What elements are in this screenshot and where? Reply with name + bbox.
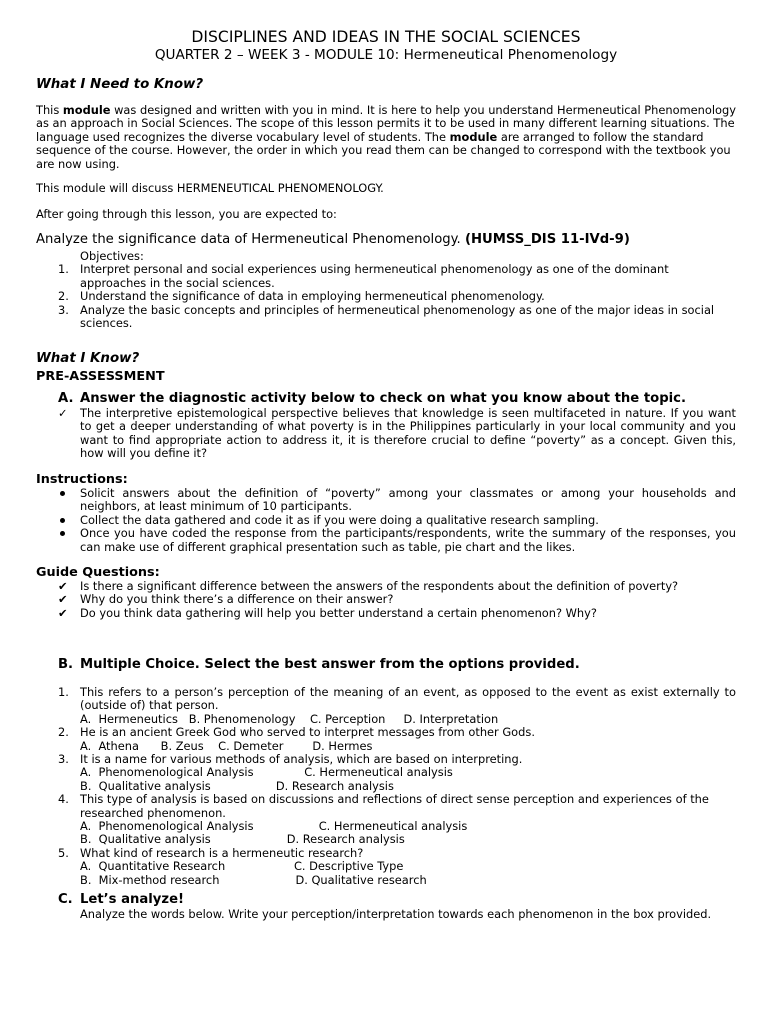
intro-module-bold-1: module (62, 103, 111, 117)
section-b-title: B. Multiple Choice. Select the best answer from the options provided. (58, 657, 580, 672)
question-item: 1. This refers to a person’s perception of the meaning of an event, as opposed to the event as exist externally to (outside of) that person. (58, 685, 736, 713)
question-options: A. Athena B. Zeus C. Demeter D. Hermes (80, 738, 373, 753)
section-a-list (36, 407, 736, 461)
list-item: ✔ Why do you think there’s a difference on their answer? (58, 592, 394, 607)
objective-item: 2. Understand the significance of data in employing hermeneutical phenomenology. (58, 289, 545, 304)
list-item: ✓ The interpretive epistemological perspective believes that knowledge is seen multifaceted in nature. If you want to get a deeper understanding of what poverty is in the Philippines particularly in your local community and you want to find appropriate action to address it, it is therefore crucial to define “poverty” as a concept. Given this, how will you define it? (58, 406, 736, 461)
intro-paragraph (36, 104, 736, 171)
discuss-paragraph: This module will discuss HERMENEUTICAL PHENOMENOLOGY. (36, 181, 384, 195)
objective-item: 1. Interpret personal and social experiences using hermeneutical phenomenology as one of the dominant approaches in the social sciences. (58, 262, 669, 290)
question-item: 5. What kind of research is a hermeneutic research? (58, 845, 364, 860)
instructions-heading: Instructions: (36, 472, 128, 487)
objectives-label: Objectives: (80, 249, 144, 263)
document-subtitle: QUARTER 2 – WEEK 3 - MODULE 10: Hermeneutical Phenomenology (154, 47, 618, 63)
intro-text-2: was designed and written with you in mind. It is here to help you understand Hermeneutical Phenomenology as an approach in Social Sciences. The scope of this lesson permits it to be used in many different learning situations. The language used recognizes the diverse vocabulary level of students. The (36, 103, 736, 144)
question-options: B. Qualitative analysis D. Research analysis (80, 778, 394, 793)
need-to-know-section (36, 77, 736, 93)
bullet-icon (60, 518, 65, 523)
question-options: A. Phenomenological Analysis C. Hermeneutical analysis (80, 765, 453, 780)
list-item: ✔ Is there a significant difference between the answers of the respondents about the definition of poverty? (58, 579, 679, 593)
guide-questions-heading: Guide Questions: (36, 565, 160, 580)
question-options: A. Phenomenological Analysis C. Hermeneutical analysis (80, 819, 468, 834)
bullet-icon (60, 491, 65, 496)
checkmark-icon: ✔ (58, 592, 68, 607)
question-options: B. Qualitative analysis D. Research analysis (80, 832, 405, 847)
bullet-icon (60, 531, 65, 536)
pre-assessment-heading: PRE-ASSESSMENT (36, 369, 165, 384)
instructions-list (36, 487, 736, 554)
objectives-list (36, 263, 736, 330)
checkmark-icon: ✓ (58, 406, 68, 420)
competency-code: (HUMSS_DIS 11-IVd-9) (464, 232, 630, 247)
intro-module-bold-2: module (449, 129, 498, 144)
section-a-title: A. Answer the diagnostic activity below to check on what you know about the topic. (58, 391, 686, 406)
need-to-know-heading: What I Need to Know? (36, 77, 204, 92)
intro-text-1: This (36, 103, 63, 117)
list-item: Collect the data gathered and code it as if you were doing a qualitative research sampling. (36, 514, 736, 527)
multiple-choice-questions (36, 686, 736, 887)
section-c-text: Analyze the words below. Write your perception/interpretation towards each phenomenon in the box provided. (80, 907, 712, 921)
what-i-know-heading: What I Know? (36, 351, 140, 366)
list-item: ✔ Do you think data gathering will help you better understand a certain phenomenon? Why? (58, 605, 597, 620)
objective-item: 3. Analyze the basic concepts and principles of hermeneutical phenomenology as one of the major ideas in social sciences. (58, 302, 715, 331)
question-options: B. Mix-method research D. Qualitative research (80, 872, 427, 887)
intro-text-3: are arranged to follow the standard sequence of the course. However, the order in which you read them can be changed to correspond with the textbook you are now using. (36, 129, 731, 171)
list-item: Solicit answers about the definition of “poverty” among your classmates or among your households and neighbors, at least minimum of 10 participants. (36, 487, 736, 514)
analyze-text: Analyze the significance data of Hermeneutical Phenomenology. (36, 232, 465, 247)
question-item: 2. He is an ancient Greek God who served to interpret messages from other Gods. (58, 725, 535, 740)
guide-questions-list (36, 580, 736, 620)
expected-paragraph: After going through this lesson, you are expected to: (36, 207, 337, 221)
section-c-title: C. Let’s analyze! (58, 892, 185, 907)
checkmark-icon: ✔ (58, 605, 68, 620)
question-options: A. Hermeneutics B. Phenomenology C. Perception D. Interpretation (80, 711, 499, 726)
question-item: 3. It is a name for various methods of analysis, which are based on interpreting. (58, 752, 523, 767)
analyze-objective (36, 232, 736, 248)
question-options: A. Quantitative Research C. Descriptive Type (80, 859, 404, 874)
question-item: 4. This type of analysis is based on discussions and reflections of direct sense perception and experiences of the researched phenomenon. (58, 792, 709, 820)
list-item: Once you have coded the response from the participants/respondents, write the summary of the responses, you can make use of different graphical presentation such as table, pie chart and the likes. (36, 527, 736, 554)
checkmark-icon: ✔ (58, 579, 68, 593)
document-title: DISCIPLINES AND IDEAS IN THE SOCIAL SCIENCES (191, 28, 581, 46)
